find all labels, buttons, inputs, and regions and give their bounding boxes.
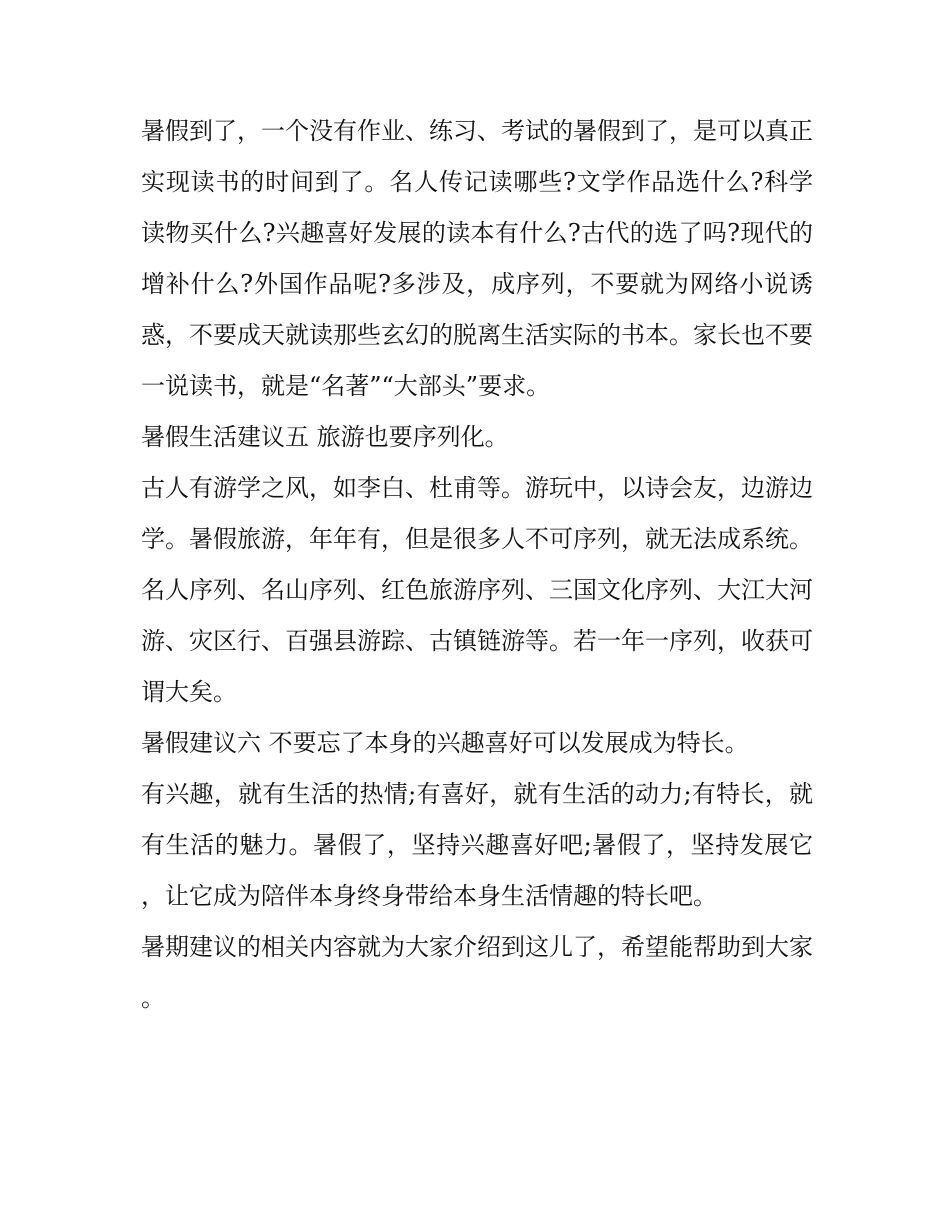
paragraph-reading: 暑假到了，一个没有作业、练习、考试的暑假到了，是可以真正实现读书的时间到了。名人传记读哪些?文学作品选什么?科学读物买什么?兴趣喜好发展的读本有什么?古代的选了吗?现代的增补什么?外国作品呢?多涉及，成序列，不要就为网络小说诱惑，不要成天就读那些玄幻的脱离生活实际的书本。家长也不要一说读书，就是“名著”“大部头”要求。 (141, 117, 813, 400)
paragraph-travel: 古人有游学之风，如李白、杜甫等。游玩中，以诗会友，边游边学。暑假旅游，年年有，但是很多人不可序列，就无法成系统。名人序列、名山序列、红色旅游序列、三国文化序列、大江大河游、灾区行、百强县游踪、古镇链游等。若一年一序列，收获可谓大矣。 (141, 474, 813, 706)
heading-interest-suggestion: 暑假建议六 不要忘了本身的兴趣喜好可以发展成为特长。 (141, 729, 749, 757)
heading-travel-suggestion: 暑假生活建议五 旅游也要序列化。 (141, 423, 509, 451)
document-body (141, 106, 813, 1024)
paragraph-interest: 有兴趣，就有生活的热情;有喜好，就有生活的动力;有特长，就有生活的魅力。暑假了，坚持兴趣喜好吧;暑假了，坚持发展它，让它成为陪伴本身终身带给本身生活情趣的特长吧。 (141, 780, 813, 910)
paragraph-closing: 暑期建议的相关内容就为大家介绍到这儿了，希望能帮助到大家。 (141, 933, 813, 1012)
